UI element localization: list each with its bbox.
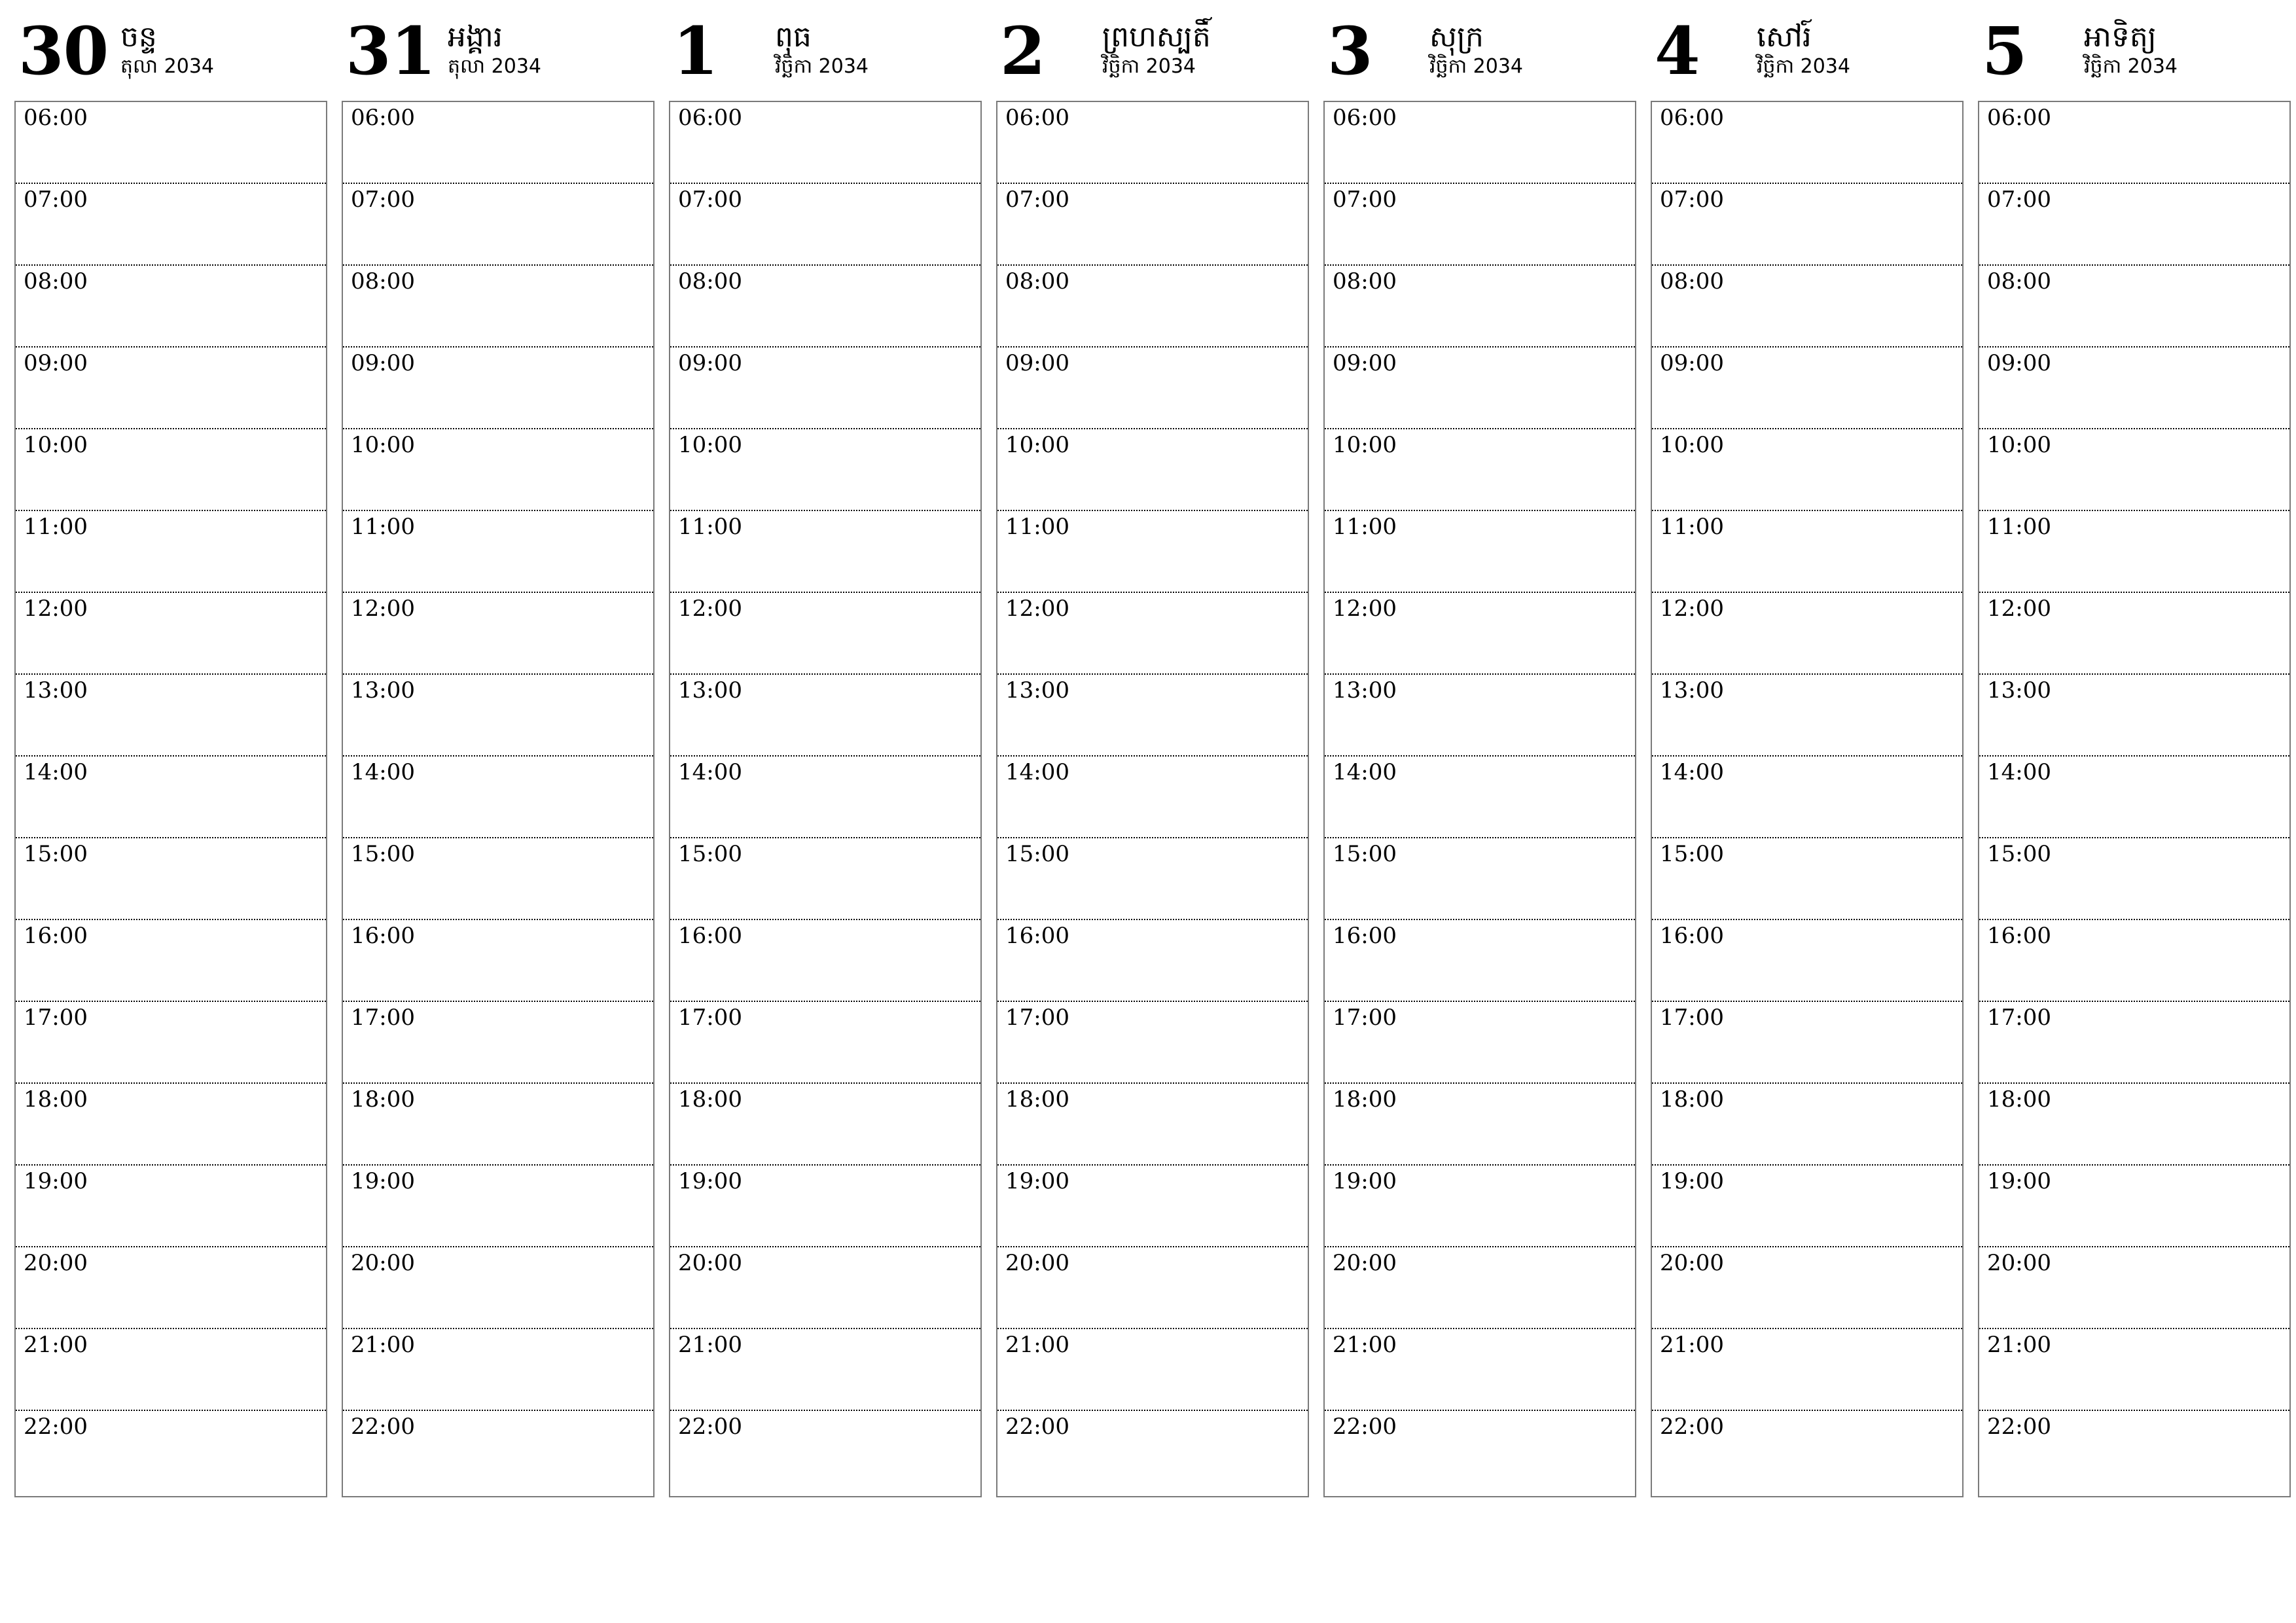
day-label-group <box>448 20 541 79</box>
time-slot[interactable] <box>1979 920 2289 1002</box>
slot-time-label: 16:00 <box>1005 923 1069 949</box>
slot-time-label: 09:00 <box>1987 350 2051 376</box>
time-slot[interactable] <box>670 184 980 266</box>
time-slot[interactable] <box>1979 838 2289 920</box>
time-slot[interactable] <box>343 102 653 184</box>
slot-time-label: 13:00 <box>1333 677 1397 704</box>
slot-time-label: 17:00 <box>1333 1005 1397 1031</box>
day-label-group <box>2084 20 2178 79</box>
day-header <box>1323 13 1636 101</box>
slot-time-label: 07:00 <box>1005 187 1069 213</box>
slot-time-label: 17:00 <box>351 1005 415 1031</box>
slot-time-label: 14:00 <box>1333 759 1397 785</box>
time-slot[interactable] <box>16 1247 326 1329</box>
slot-time-label: 15:00 <box>24 841 88 867</box>
time-slot[interactable] <box>997 184 1308 266</box>
slot-time-label: 09:00 <box>1333 350 1397 376</box>
slot-time-label: 11:00 <box>1005 514 1069 540</box>
time-slot[interactable] <box>1652 102 1962 184</box>
slot-time-label: 13:00 <box>1987 677 2051 704</box>
slot-time-label: 09:00 <box>351 350 415 376</box>
time-slot[interactable] <box>997 511 1308 593</box>
time-slot[interactable] <box>670 102 980 184</box>
day-label-group <box>1102 20 1211 79</box>
slot-time-label: 22:00 <box>24 1414 88 1440</box>
slot-time-label: 14:00 <box>1005 759 1069 785</box>
time-slot[interactable] <box>343 757 653 838</box>
slot-time-label: 06:00 <box>678 105 742 131</box>
time-slot[interactable] <box>16 1166 326 1247</box>
time-slot[interactable] <box>997 1002 1308 1084</box>
day-label-group <box>1429 20 1523 79</box>
time-slot[interactable] <box>343 184 653 266</box>
day-number: 4 <box>1655 12 1700 90</box>
day-label-group <box>120 20 214 79</box>
slot-time-label: 20:00 <box>678 1250 742 1276</box>
time-slot[interactable] <box>343 1002 653 1084</box>
slot-time-label: 19:00 <box>678 1168 742 1194</box>
slot-time-label: 21:00 <box>1005 1332 1069 1358</box>
time-slot[interactable] <box>670 920 980 1002</box>
time-slot[interactable] <box>16 1002 326 1084</box>
time-slots <box>669 101 982 1497</box>
slot-time-label: 13:00 <box>1660 677 1724 704</box>
time-slot[interactable] <box>1979 1084 2289 1166</box>
time-slot[interactable] <box>16 838 326 920</box>
slot-time-label: 08:00 <box>678 268 742 294</box>
day-header <box>1651 13 1964 101</box>
day-month: តុលា 2034 <box>120 55 215 78</box>
slot-time-label: 08:00 <box>1333 268 1397 294</box>
day-label-group <box>1757 20 1850 79</box>
day-month: វិច្ឆិកា 2034 <box>1757 55 1851 78</box>
slot-time-label: 16:00 <box>1987 923 2051 949</box>
slot-time-label: 16:00 <box>351 923 415 949</box>
time-slot[interactable] <box>1652 838 1962 920</box>
slot-time-label: 18:00 <box>1005 1086 1069 1113</box>
slot-time-label: 15:00 <box>1660 841 1724 867</box>
time-slot[interactable] <box>16 348 326 429</box>
slot-time-label: 07:00 <box>24 187 88 213</box>
slot-time-label: 18:00 <box>351 1086 415 1113</box>
slot-time-label: 17:00 <box>24 1005 88 1031</box>
slot-time-label: 20:00 <box>351 1250 415 1276</box>
slot-time-label: 17:00 <box>678 1005 742 1031</box>
time-slot[interactable] <box>670 429 980 511</box>
time-slot[interactable] <box>1325 920 1635 1002</box>
time-slot[interactable] <box>997 1166 1308 1247</box>
slot-time-label: 16:00 <box>1333 923 1397 949</box>
time-slot[interactable] <box>16 757 326 838</box>
time-slot[interactable] <box>1979 266 2289 348</box>
time-slot[interactable] <box>16 102 326 184</box>
slot-time-label: 18:00 <box>24 1086 88 1113</box>
slot-time-label: 13:00 <box>1005 677 1069 704</box>
slot-time-label: 14:00 <box>24 759 88 785</box>
time-slot[interactable] <box>1979 184 2289 266</box>
slot-time-label: 06:00 <box>1005 105 1069 131</box>
day-month: វិច្ឆិកា 2034 <box>2084 55 2178 78</box>
slot-time-label: 14:00 <box>1987 759 2051 785</box>
slot-time-label: 06:00 <box>351 105 415 131</box>
time-slot[interactable] <box>1979 348 2289 429</box>
slot-time-label: 16:00 <box>24 923 88 949</box>
slot-time-label: 08:00 <box>1660 268 1724 294</box>
slot-time-label: 22:00 <box>1333 1414 1397 1440</box>
time-slot[interactable] <box>16 1411 326 1493</box>
time-slot[interactable] <box>1325 1329 1635 1411</box>
time-slot[interactable] <box>1652 511 1962 593</box>
slot-time-label: 13:00 <box>24 677 88 704</box>
time-slot[interactable] <box>1652 1329 1962 1411</box>
time-slots <box>1651 101 1964 1497</box>
slot-time-label: 07:00 <box>678 187 742 213</box>
slot-time-label: 15:00 <box>678 841 742 867</box>
day-number: 5 <box>1982 12 2027 90</box>
slot-time-label: 07:00 <box>1333 187 1397 213</box>
slot-time-label: 11:00 <box>1333 514 1397 540</box>
time-slot[interactable] <box>997 102 1308 184</box>
day-header <box>1978 13 2291 101</box>
slot-time-label: 15:00 <box>1005 841 1069 867</box>
time-slot[interactable] <box>343 348 653 429</box>
time-slot[interactable] <box>997 429 1308 511</box>
time-slot[interactable] <box>343 1329 653 1411</box>
slot-time-label: 14:00 <box>351 759 415 785</box>
slot-time-label: 18:00 <box>1987 1086 2051 1113</box>
slot-time-label: 19:00 <box>1005 1168 1069 1194</box>
slot-time-label: 18:00 <box>1660 1086 1724 1113</box>
time-slot[interactable] <box>670 1002 980 1084</box>
slot-time-label: 07:00 <box>351 187 415 213</box>
slot-time-label: 11:00 <box>351 514 415 540</box>
slot-time-label: 17:00 <box>1987 1005 2051 1031</box>
slot-time-label: 10:00 <box>1660 432 1724 458</box>
time-slot[interactable] <box>1979 1166 2289 1247</box>
time-slot[interactable] <box>997 1084 1308 1166</box>
time-slot[interactable] <box>670 1166 980 1247</box>
slot-time-label: 17:00 <box>1005 1005 1069 1031</box>
slot-time-label: 12:00 <box>1660 596 1724 622</box>
slot-time-label: 12:00 <box>1987 596 2051 622</box>
time-slot[interactable] <box>1979 1247 2289 1329</box>
slot-time-label: 16:00 <box>1660 923 1724 949</box>
day-header <box>669 13 982 101</box>
day-column-7 <box>1978 13 2291 1597</box>
slot-time-label: 11:00 <box>1987 514 2051 540</box>
time-slot[interactable] <box>16 184 326 266</box>
time-slot[interactable] <box>1979 511 2289 593</box>
time-slot[interactable] <box>670 1247 980 1329</box>
slot-time-label: 19:00 <box>1333 1168 1397 1194</box>
time-slot[interactable] <box>343 429 653 511</box>
slot-time-label: 06:00 <box>1660 105 1724 131</box>
time-slot[interactable] <box>1652 1247 1962 1329</box>
slot-time-label: 11:00 <box>678 514 742 540</box>
time-slot[interactable] <box>997 1411 1308 1493</box>
time-slot[interactable] <box>343 1411 653 1493</box>
time-slot[interactable] <box>343 511 653 593</box>
time-slot[interactable] <box>670 757 980 838</box>
time-slot[interactable] <box>1325 1411 1635 1493</box>
time-slot[interactable] <box>1979 757 2289 838</box>
time-slot[interactable] <box>1325 102 1635 184</box>
time-slot[interactable] <box>670 675 980 757</box>
slot-time-label: 16:00 <box>678 923 742 949</box>
time-slot[interactable] <box>1325 593 1635 675</box>
time-slot[interactable] <box>997 593 1308 675</box>
day-column-6 <box>1651 13 1964 1597</box>
slot-time-label: 17:00 <box>1660 1005 1724 1031</box>
time-slot[interactable] <box>343 1084 653 1166</box>
slot-time-label: 06:00 <box>1987 105 2051 131</box>
weekly-planner <box>14 13 2291 1597</box>
slot-time-label: 20:00 <box>24 1250 88 1276</box>
day-column-2 <box>342 13 655 1597</box>
slot-time-label: 20:00 <box>1987 1250 2051 1276</box>
day-label-group <box>775 20 869 79</box>
time-slot[interactable] <box>1979 675 2289 757</box>
day-name: ព្រហស្បតិ៍ <box>1102 20 1211 54</box>
day-month: វិច្ឆិកា 2034 <box>1429 55 1524 78</box>
time-slots <box>1323 101 1636 1497</box>
day-month: តុលា 2034 <box>448 55 542 78</box>
time-slot[interactable] <box>1652 593 1962 675</box>
time-slot[interactable] <box>997 838 1308 920</box>
time-slot[interactable] <box>1325 757 1635 838</box>
day-number: 2 <box>1000 12 1045 90</box>
slot-time-label: 22:00 <box>678 1414 742 1440</box>
time-slot[interactable] <box>1652 1084 1962 1166</box>
slot-time-label: 10:00 <box>678 432 742 458</box>
slot-time-label: 20:00 <box>1333 1250 1397 1276</box>
time-slot[interactable] <box>997 1247 1308 1329</box>
slot-time-label: 22:00 <box>351 1414 415 1440</box>
slot-time-label: 12:00 <box>678 596 742 622</box>
day-number: 30 <box>18 12 109 90</box>
slot-time-label: 11:00 <box>24 514 88 540</box>
time-slot[interactable] <box>670 1084 980 1166</box>
slot-time-label: 15:00 <box>1333 841 1397 867</box>
slot-time-label: 14:00 <box>1660 759 1724 785</box>
slot-time-label: 20:00 <box>1660 1250 1724 1276</box>
day-number: 31 <box>346 12 436 90</box>
time-slot[interactable] <box>1652 266 1962 348</box>
time-slot[interactable] <box>670 1411 980 1493</box>
time-slot[interactable] <box>670 348 980 429</box>
slot-time-label: 10:00 <box>351 432 415 458</box>
slot-time-label: 09:00 <box>24 350 88 376</box>
slot-time-label: 21:00 <box>1660 1332 1724 1358</box>
day-month: វិច្ឆិកា 2034 <box>1102 55 1196 78</box>
slot-time-label: 09:00 <box>678 350 742 376</box>
time-slot[interactable] <box>997 1329 1308 1411</box>
time-slot[interactable] <box>16 920 326 1002</box>
time-slot[interactable] <box>997 675 1308 757</box>
time-slot[interactable] <box>1325 511 1635 593</box>
time-slot[interactable] <box>670 838 980 920</box>
time-slot[interactable] <box>1652 757 1962 838</box>
time-slot[interactable] <box>1979 1411 2289 1493</box>
slot-time-label: 12:00 <box>24 596 88 622</box>
day-name: អាទិត្យ <box>2084 20 2157 54</box>
time-slot[interactable] <box>1979 1002 2289 1084</box>
slot-time-label: 13:00 <box>351 677 415 704</box>
day-column-1 <box>14 13 327 1597</box>
slot-time-label: 12:00 <box>351 596 415 622</box>
time-slot[interactable] <box>1979 1329 2289 1411</box>
time-slot[interactable] <box>343 675 653 757</box>
slot-time-label: 15:00 <box>1987 841 2051 867</box>
time-slot[interactable] <box>1979 429 2289 511</box>
day-month: វិច្ឆិកា 2034 <box>775 55 869 78</box>
day-name: សុក្រ <box>1429 20 1484 54</box>
day-name: ចន្ទ <box>120 20 157 54</box>
time-slot[interactable] <box>1979 593 2289 675</box>
slot-time-label: 10:00 <box>24 432 88 458</box>
slot-time-label: 13:00 <box>678 677 742 704</box>
time-slot[interactable] <box>670 511 980 593</box>
time-slot[interactable] <box>1652 675 1962 757</box>
time-slot[interactable] <box>1652 429 1962 511</box>
slot-time-label: 21:00 <box>1987 1332 2051 1358</box>
time-slot[interactable] <box>16 511 326 593</box>
slot-time-label: 18:00 <box>1333 1086 1397 1113</box>
time-slot[interactable] <box>997 757 1308 838</box>
time-slots <box>342 101 655 1497</box>
time-slot[interactable] <box>343 1247 653 1329</box>
time-slot[interactable] <box>1979 102 2289 184</box>
slot-time-label: 19:00 <box>351 1168 415 1194</box>
time-slot[interactable] <box>1325 1084 1635 1166</box>
slot-time-label: 09:00 <box>1660 350 1724 376</box>
slot-time-label: 08:00 <box>24 268 88 294</box>
slot-time-label: 07:00 <box>1660 187 1724 213</box>
slot-time-label: 11:00 <box>1660 514 1724 540</box>
day-column-3 <box>669 13 982 1597</box>
time-slot[interactable] <box>343 1166 653 1247</box>
slot-time-label: 08:00 <box>1005 268 1069 294</box>
time-slot[interactable] <box>1652 348 1962 429</box>
time-slot[interactable] <box>16 675 326 757</box>
time-slot[interactable] <box>343 266 653 348</box>
slot-time-label: 22:00 <box>1987 1414 2051 1440</box>
time-slot[interactable] <box>1325 1166 1635 1247</box>
slot-time-label: 06:00 <box>24 105 88 131</box>
slot-time-label: 20:00 <box>1005 1250 1069 1276</box>
time-slot[interactable] <box>343 838 653 920</box>
time-slots <box>1978 101 2291 1497</box>
time-slot[interactable] <box>670 266 980 348</box>
day-number: 3 <box>1327 12 1372 90</box>
slot-time-label: 22:00 <box>1005 1414 1069 1440</box>
time-slot[interactable] <box>16 1084 326 1166</box>
slot-time-label: 14:00 <box>678 759 742 785</box>
slot-time-label: 18:00 <box>678 1086 742 1113</box>
time-slot[interactable] <box>1652 920 1962 1002</box>
slot-time-label: 10:00 <box>1987 432 2051 458</box>
slot-time-label: 08:00 <box>351 268 415 294</box>
time-slot[interactable] <box>670 1329 980 1411</box>
slot-time-label: 15:00 <box>351 841 415 867</box>
time-slot[interactable] <box>16 593 326 675</box>
time-slot[interactable] <box>1325 1247 1635 1329</box>
slot-time-label: 19:00 <box>24 1168 88 1194</box>
time-slot[interactable] <box>16 266 326 348</box>
slot-time-label: 19:00 <box>1987 1168 2051 1194</box>
slot-time-label: 12:00 <box>1333 596 1397 622</box>
time-slot[interactable] <box>1325 348 1635 429</box>
day-header <box>996 13 1309 101</box>
slot-time-label: 08:00 <box>1987 268 2051 294</box>
time-slot[interactable] <box>997 266 1308 348</box>
time-slot[interactable] <box>1325 184 1635 266</box>
time-slot[interactable] <box>997 920 1308 1002</box>
time-slot[interactable] <box>1325 675 1635 757</box>
time-slot[interactable] <box>670 593 980 675</box>
day-column-5 <box>1323 13 1636 1597</box>
time-slot[interactable] <box>343 593 653 675</box>
slot-time-label: 12:00 <box>1005 596 1069 622</box>
day-name: ពុធ <box>775 20 812 54</box>
slot-time-label: 09:00 <box>1005 350 1069 376</box>
time-slots <box>14 101 327 1497</box>
time-slot[interactable] <box>1325 1002 1635 1084</box>
time-slot[interactable] <box>1325 429 1635 511</box>
slot-time-label: 21:00 <box>24 1332 88 1358</box>
slot-time-label: 06:00 <box>1333 105 1397 131</box>
slot-time-label: 21:00 <box>351 1332 415 1358</box>
time-slot[interactable] <box>1652 1002 1962 1084</box>
slot-time-label: 10:00 <box>1005 432 1069 458</box>
day-header <box>342 13 655 101</box>
slot-time-label: 21:00 <box>678 1332 742 1358</box>
day-column-4 <box>996 13 1309 1597</box>
time-slot[interactable] <box>16 1329 326 1411</box>
day-number: 1 <box>673 12 718 90</box>
day-header <box>14 13 327 101</box>
time-slot[interactable] <box>1325 838 1635 920</box>
time-slot[interactable] <box>16 429 326 511</box>
slot-time-label: 07:00 <box>1987 187 2051 213</box>
slot-time-label: 10:00 <box>1333 432 1397 458</box>
slot-time-label: 21:00 <box>1333 1332 1397 1358</box>
time-slot[interactable] <box>997 348 1308 429</box>
time-slots <box>996 101 1309 1497</box>
time-slot[interactable] <box>1652 184 1962 266</box>
time-slot[interactable] <box>1652 1411 1962 1493</box>
time-slot[interactable] <box>1652 1166 1962 1247</box>
day-name: អង្គារ <box>448 20 503 54</box>
slot-time-label: 19:00 <box>1660 1168 1724 1194</box>
slot-time-label: 22:00 <box>1660 1414 1724 1440</box>
day-name: សៅរ៍ <box>1757 20 1812 54</box>
time-slot[interactable] <box>1325 266 1635 348</box>
time-slot[interactable] <box>343 920 653 1002</box>
